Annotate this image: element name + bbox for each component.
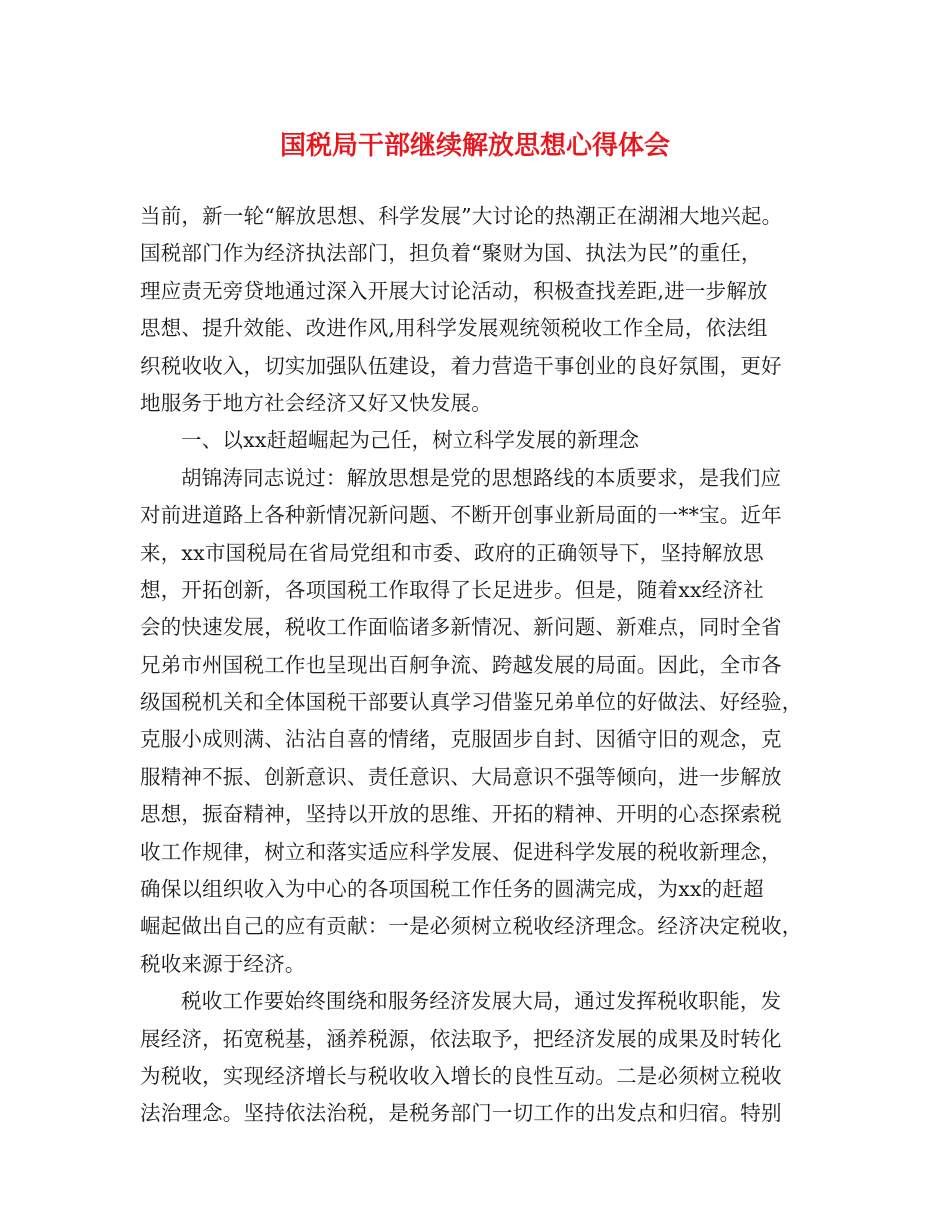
text-line: 崛起做出自己的应有贡献：一是必须树立税收经济理念。经济决定税收， (140, 914, 803, 939)
text-line: 兄弟市州国税工作也呈现出百舸争流、跨越发展的局面。因此，全市各 (140, 652, 782, 677)
text-line: 收工作规律，树立和落实适应科学发展、促进科学发展的税收新理念， (140, 839, 782, 864)
text-line: 织税收收入，切实加强队伍建设，着力营造干事创业的良好氛围，更好 (140, 353, 782, 378)
text-line: 对前进道路上各种新情况新问题、不断开创事业新局面的一**宝。近年 (140, 503, 782, 528)
text-line: 国税部门作为经济执法部门，担负着“聚财为国、执法为民”的重任， (140, 241, 762, 266)
text-line: 来，xx市国税局在省局党组和市委、政府的正确领导下，坚持解放思 (140, 540, 764, 565)
text-line: 想，开拓创新，各项国税工作取得了长足进步。但是，随着xx经济社 (140, 577, 764, 602)
text-line: 服精神不振、创新意识、责任意识、大局意识不强等倾向，进一步解放 (140, 764, 782, 789)
document-title: 国税局干部继续解放思想心得体会 (279, 131, 670, 161)
text-line: 税收工作要始终围绕和服务经济发展大局，通过发挥税收职能，发 (181, 989, 782, 1014)
text-line: 理应责无旁贷地通过深入开展大讨论活动，积极查找差距,进一步解放 (140, 278, 768, 303)
text-line: 胡锦涛同志说过：解放思想是党的思想路线的本质要求，是我们应 (181, 465, 782, 490)
text-line: 为税收，实现经济增长与税收收入增长的良性互动。二是必须树立税收 (140, 1063, 782, 1088)
text-line: 思想、提升效能、改进作风,用科学发展观统领税收工作全局，依法组 (140, 316, 768, 341)
document-body (140, 198, 830, 1133)
text-line: 展经济，拓宽税基，涵养税源，依法取予，把经济发展的成果及时转化 (140, 1026, 782, 1051)
text-line: 当前，新一轮“解放思想、科学发展”大讨论的热潮正在湖湘大地兴起。 (140, 204, 783, 228)
text-line: 法治理念。坚持依法治税，是税务部门一切工作的出发点和归宿。特别 (140, 1101, 782, 1126)
text-line: 思想，振奋精神，坚持以开放的思维、开拓的精神、开明的心态探索税 (140, 802, 782, 827)
text-line: 一、以xx赶超崛起为己任，树立科学发展的新理念 (181, 428, 640, 453)
text-line: 级国税机关和全体国税干部要认真学习借鉴兄弟单位的好做法、好经验， (140, 690, 803, 715)
text-line: 地服务于地方社会经济又好又快发展。 (140, 390, 492, 415)
text-line: 会的快速发展，税收工作面临诸多新情况、新问题、新难点，同时全省 (140, 615, 782, 640)
text-line: 确保以组织收入为中心的各项国税工作任务的圆满完成，为xx的赶超 (140, 877, 764, 902)
text-line: 税收来源于经济。 (140, 951, 306, 976)
text-line: 克服小成则满、沾沾自喜的情绪，克服固步自封、因循守旧的观念，克 (140, 727, 782, 752)
